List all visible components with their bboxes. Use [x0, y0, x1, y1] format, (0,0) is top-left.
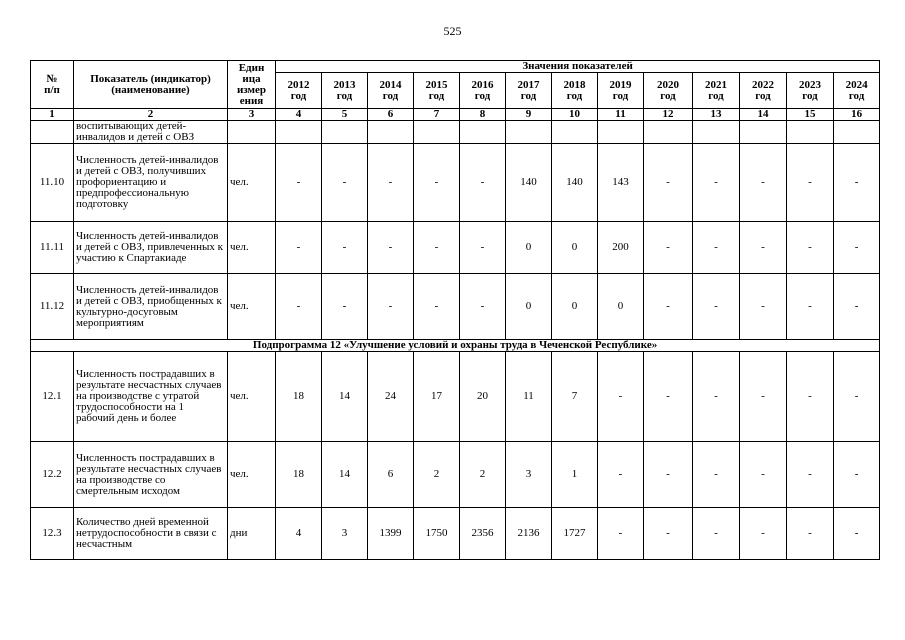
row-value: - [598, 352, 644, 442]
row-value: - [787, 144, 834, 222]
row-value: 20 [460, 352, 506, 442]
row-value: - [276, 274, 322, 340]
row-value: 3 [506, 442, 552, 508]
row-value: 4 [276, 508, 322, 560]
row-unit [228, 121, 276, 144]
row-indicator: воспитывающих детей-инвалидов и детей с ОВЗ [74, 121, 228, 144]
row-value: - [460, 222, 506, 274]
row-value: - [693, 222, 740, 274]
row-value: 2 [460, 442, 506, 508]
year-header: 2018 год [552, 73, 598, 109]
table-row [31, 274, 880, 340]
row-value: 0 [506, 222, 552, 274]
row-value: - [834, 274, 880, 340]
row-value: - [368, 144, 414, 222]
row-value [552, 121, 598, 144]
row-value [368, 121, 414, 144]
row-value: - [276, 144, 322, 222]
column-number: 14 [740, 109, 787, 121]
row-indicator: Численность пострадавших в результате несчастных случаев на производстве со смертельным исходом [74, 442, 228, 508]
row-value: 2356 [460, 508, 506, 560]
row-value [460, 121, 506, 144]
row-value: - [644, 352, 693, 442]
table-row [31, 144, 880, 222]
row-value: 1727 [552, 508, 598, 560]
row-value: - [740, 508, 787, 560]
row-value: 3 [322, 508, 368, 560]
row-unit: чел. [228, 222, 276, 274]
column-number: 12 [644, 109, 693, 121]
header-num: № п/п [31, 61, 74, 109]
row-value [787, 121, 834, 144]
row-value: 0 [552, 222, 598, 274]
row-value: - [787, 508, 834, 560]
row-value: - [414, 274, 460, 340]
row-value: - [693, 442, 740, 508]
row-value [322, 121, 368, 144]
row-value: - [834, 352, 880, 442]
row-unit: дни [228, 508, 276, 560]
row-value: 2 [414, 442, 460, 508]
row-id: 11.11 [31, 222, 74, 274]
row-value: - [834, 508, 880, 560]
row-value: - [834, 144, 880, 222]
row-value: 200 [598, 222, 644, 274]
row-value: 14 [322, 352, 368, 442]
column-number: 5 [322, 109, 368, 121]
row-value: 140 [506, 144, 552, 222]
column-number: 11 [598, 109, 644, 121]
row-unit: чел. [228, 274, 276, 340]
row-value: 14 [322, 442, 368, 508]
table-row [31, 222, 880, 274]
row-value: 17 [414, 352, 460, 442]
column-number: 2 [74, 109, 228, 121]
row-value: - [644, 442, 693, 508]
row-indicator: Численность детей-инвалидов и детей с ОВЗ, получивших профориентацию и предпрофессиональную подготовку [74, 144, 228, 222]
column-number: 6 [368, 109, 414, 121]
row-value: - [787, 274, 834, 340]
section-title: Подпрограмма 12 «Улучшение условий и охраны труда в Чеченской Республике» [31, 340, 880, 352]
row-value: - [414, 222, 460, 274]
row-unit: чел. [228, 442, 276, 508]
row-value: 1399 [368, 508, 414, 560]
indicators-table [30, 60, 880, 560]
row-value: 1750 [414, 508, 460, 560]
row-value: - [368, 274, 414, 340]
row-value [276, 121, 322, 144]
column-number: 16 [834, 109, 880, 121]
column-number: 7 [414, 109, 460, 121]
year-header: 2021 год [693, 73, 740, 109]
row-unit: чел. [228, 352, 276, 442]
row-value: - [644, 508, 693, 560]
row-unit: чел. [228, 144, 276, 222]
row-value [693, 121, 740, 144]
row-value: 0 [598, 274, 644, 340]
year-header: 2012 год [276, 73, 322, 109]
row-value: - [644, 274, 693, 340]
table-row [31, 508, 880, 560]
page-number: 525 [443, 24, 462, 38]
row-id: 11.10 [31, 144, 74, 222]
row-value: - [740, 222, 787, 274]
row-value: 0 [552, 274, 598, 340]
row-indicator: Количество дней временной нетрудоспособности в связи с несчастным [74, 508, 228, 560]
row-value: 143 [598, 144, 644, 222]
year-header: 2017 год [506, 73, 552, 109]
table-row [31, 442, 880, 508]
row-value [598, 121, 644, 144]
row-value [506, 121, 552, 144]
row-id: 12.3 [31, 508, 74, 560]
row-value: 6 [368, 442, 414, 508]
year-header: 2023 год [787, 73, 834, 109]
header-unit: Един ица измер ения [228, 61, 276, 109]
row-value: - [787, 442, 834, 508]
row-value [834, 121, 880, 144]
row-value: - [693, 508, 740, 560]
column-number: 13 [693, 109, 740, 121]
row-value: 24 [368, 352, 414, 442]
header-indicator: Показатель (индикатор) (наименование) [74, 61, 228, 109]
row-value: - [693, 352, 740, 442]
row-value: - [598, 442, 644, 508]
section-row [31, 340, 880, 352]
row-value: - [598, 508, 644, 560]
row-value [644, 121, 693, 144]
column-number: 15 [787, 109, 834, 121]
row-value: 18 [276, 442, 322, 508]
year-header: 2019 год [598, 73, 644, 109]
row-value [414, 121, 460, 144]
row-value: - [834, 442, 880, 508]
column-number: 4 [276, 109, 322, 121]
row-value [740, 121, 787, 144]
row-indicator: Численность детей-инвалидов и детей с ОВЗ, привлеченных к участию к Спартакиаде [74, 222, 228, 274]
row-value: - [644, 222, 693, 274]
row-id [31, 121, 74, 144]
row-value: 11 [506, 352, 552, 442]
row-id: 12.2 [31, 442, 74, 508]
column-number: 8 [460, 109, 506, 121]
row-value: 140 [552, 144, 598, 222]
table-row [31, 352, 880, 442]
row-id: 12.1 [31, 352, 74, 442]
row-value: - [740, 144, 787, 222]
row-id: 11.12 [31, 274, 74, 340]
row-value: - [322, 274, 368, 340]
row-indicator: Численность пострадавших в результате несчастных случаев на производстве с утратой трудоспособности на 1 рабочий день и более [74, 352, 228, 442]
column-number: 3 [228, 109, 276, 121]
row-value: - [740, 274, 787, 340]
row-value: 18 [276, 352, 322, 442]
column-number: 1 [31, 109, 74, 121]
row-value: - [644, 144, 693, 222]
row-value: - [834, 222, 880, 274]
row-value: - [740, 352, 787, 442]
row-value: 1 [552, 442, 598, 508]
row-value: - [368, 222, 414, 274]
column-number: 9 [506, 109, 552, 121]
row-value: - [414, 144, 460, 222]
row-value: - [276, 222, 322, 274]
year-header: 2022 год [740, 73, 787, 109]
column-number: 10 [552, 109, 598, 121]
row-value: - [740, 442, 787, 508]
year-header: 2016 год [460, 73, 506, 109]
row-value: - [322, 144, 368, 222]
row-value: - [693, 274, 740, 340]
row-value: 7 [552, 352, 598, 442]
header-values: Значения показателей [276, 61, 880, 73]
row-value: - [787, 352, 834, 442]
row-value: - [693, 144, 740, 222]
table-row [31, 121, 880, 144]
row-indicator: Численность детей-инвалидов и детей с ОВЗ, приобщенных к культурно-досуговым мероприятиям [74, 274, 228, 340]
year-header: 2013 год [322, 73, 368, 109]
row-value: - [322, 222, 368, 274]
row-value: - [460, 274, 506, 340]
year-header: 2015 год [414, 73, 460, 109]
year-header: 2020 год [644, 73, 693, 109]
row-value: - [460, 144, 506, 222]
year-header: 2024 год [834, 73, 880, 109]
row-value: 2136 [506, 508, 552, 560]
row-value: 0 [506, 274, 552, 340]
year-header: 2014 год [368, 73, 414, 109]
row-value: - [787, 222, 834, 274]
